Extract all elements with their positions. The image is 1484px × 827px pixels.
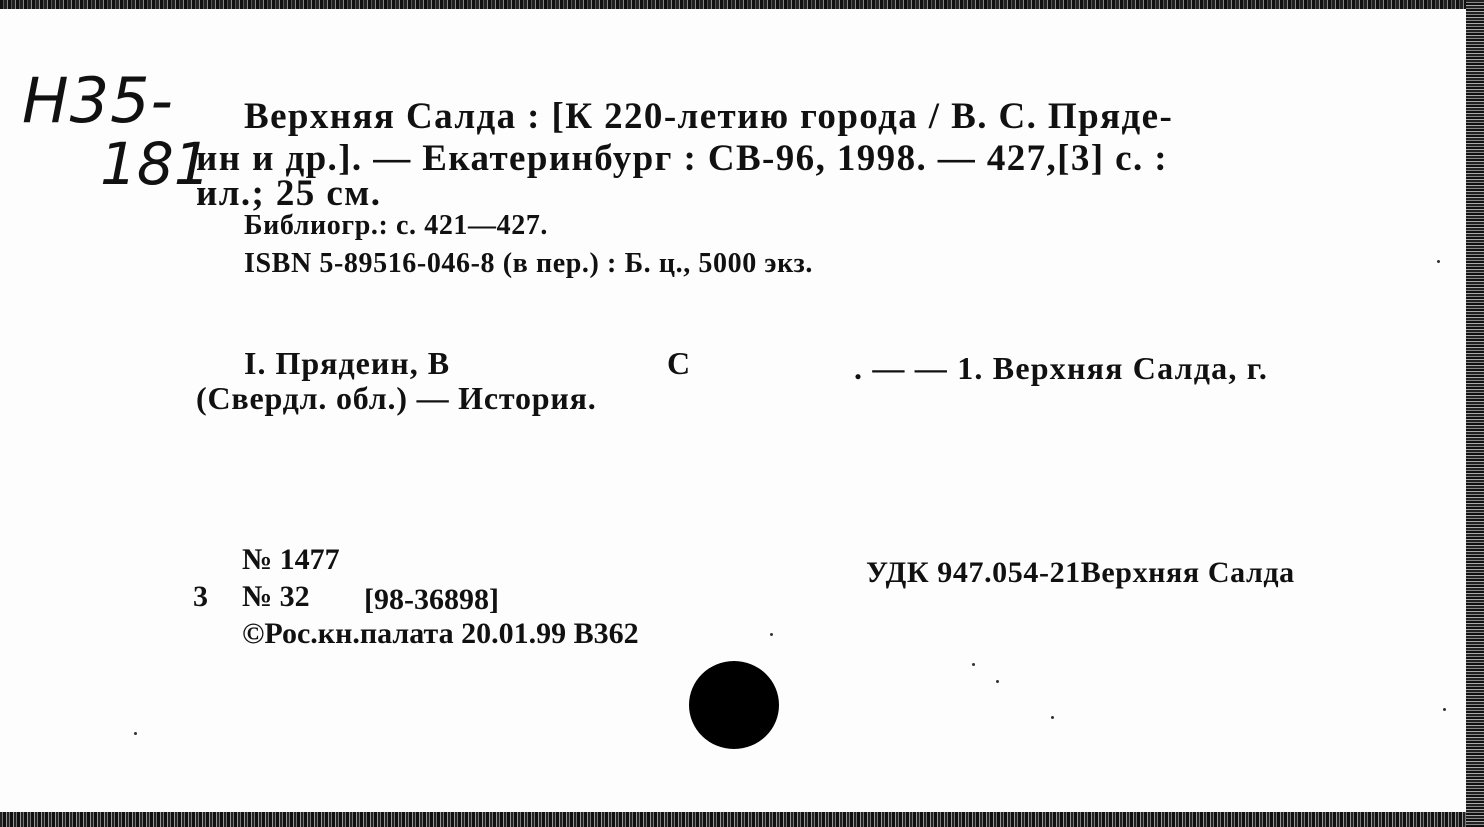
description-line-1: Верхняя Салда : [К 220-летию города / В. С. Пряде- [244,96,1174,137]
registry-number-2: № 32 [242,580,310,613]
tracing-author-part1: I. Прядеин, В [244,345,451,381]
description-line-3: ил.; 25 см. [196,173,382,214]
isbn-line: ISBN 5-89516-046-8 (в пер.) : Б. ц., 5000 экз. [244,248,813,279]
handwritten-call-number-line2: 181 [100,130,211,198]
registry-number-1: № 1477 [242,543,340,576]
card-bottom-edge [0,812,1484,827]
registry-prefix: 3 [193,580,208,613]
copyright-line: ©Рос.кн.палата 20.01.99 В362 [242,617,639,650]
scan-speck [996,680,999,683]
scan-speck [134,732,137,735]
bibliography-note: Библиогр.: с. 421—427. [244,210,549,241]
card-top-edge [0,0,1484,9]
scan-speck [770,633,773,636]
registry-bracket-number: [98-36898] [364,583,499,616]
tracing-subject: . — — 1. Верхняя Салда, г. [854,350,1269,386]
description-line-2: ин и др.]. — Екатеринбург : СВ-96, 1998. — 427,[3] с. : [196,138,1169,179]
scan-speck [1437,260,1440,263]
card-right-edge [1466,0,1484,827]
scan-speck [1051,716,1054,719]
scan-speck [1443,708,1446,711]
tracing-line-2: (Свердл. обл.) — История. [196,380,597,416]
tracing-author-part2: С [667,345,691,381]
punch-hole [689,661,779,749]
handwritten-call-number-line1: Н35- [22,64,174,137]
udc-code: УДК 947.054-21Верхняя Салда [866,556,1295,589]
scan-speck [972,663,975,666]
